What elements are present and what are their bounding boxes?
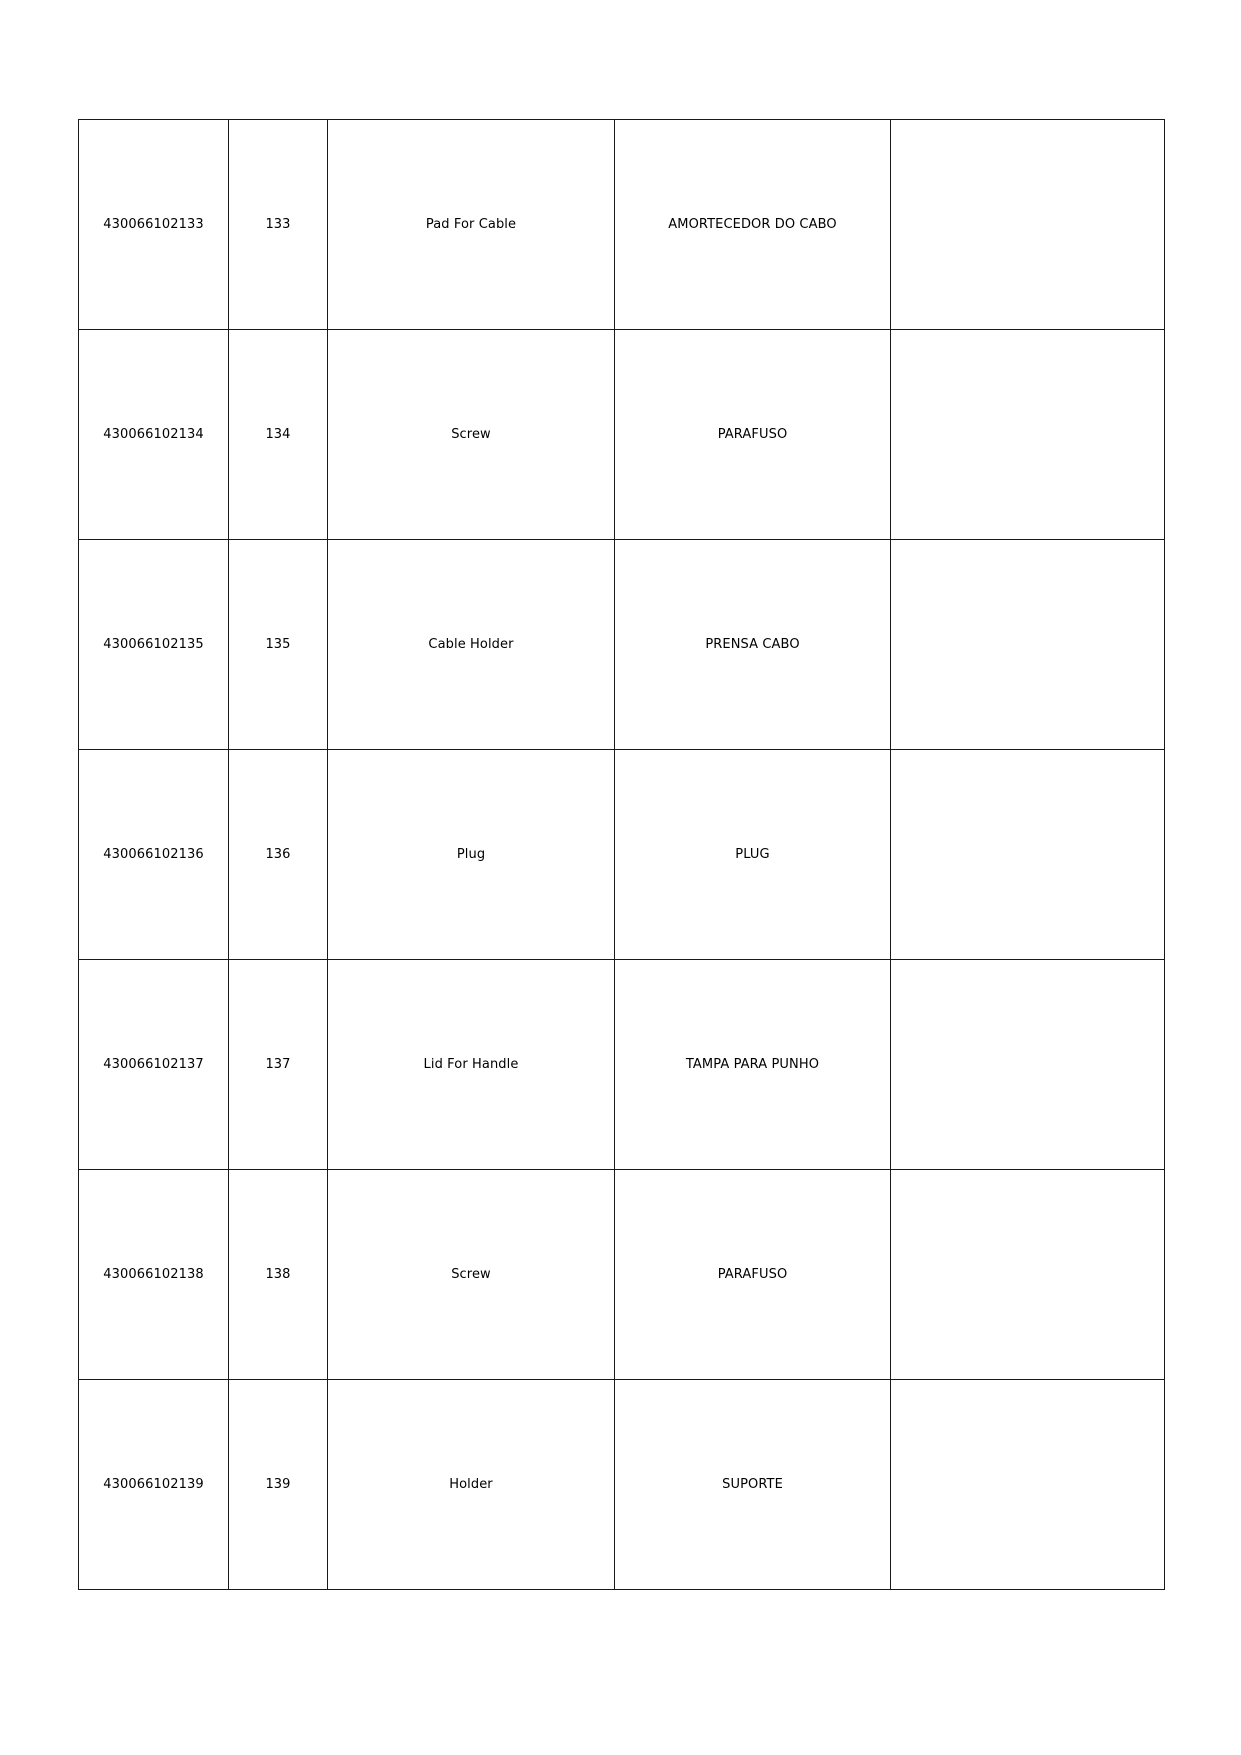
part-code-cell: 430066102135 — [79, 540, 229, 750]
parts-table-body — [79, 120, 1165, 1590]
description-en-cell: Screw — [328, 330, 615, 540]
notes-cell — [891, 120, 1165, 330]
notes-cell — [891, 750, 1165, 960]
notes-cell — [891, 540, 1165, 750]
table-row — [79, 960, 1165, 1170]
item-number-cell: 135 — [229, 540, 328, 750]
notes-cell — [891, 1170, 1165, 1380]
item-number-cell: 139 — [229, 1380, 328, 1590]
table-row — [79, 1380, 1165, 1590]
table-row — [79, 1170, 1165, 1380]
description-pt-cell: TAMPA PARA PUNHO — [615, 960, 891, 1170]
parts-table — [78, 119, 1165, 1590]
part-code-cell: 430066102138 — [79, 1170, 229, 1380]
description-en-cell: Plug — [328, 750, 615, 960]
description-pt-cell: PRENSA CABO — [615, 540, 891, 750]
notes-cell — [891, 1380, 1165, 1590]
description-en-cell: Lid For Handle — [328, 960, 615, 1170]
description-en-cell: Cable Holder — [328, 540, 615, 750]
notes-cell — [891, 960, 1165, 1170]
part-code-cell: 430066102139 — [79, 1380, 229, 1590]
description-en-cell: Pad For Cable — [328, 120, 615, 330]
table-row — [79, 750, 1165, 960]
item-number-cell: 134 — [229, 330, 328, 540]
description-pt-cell: AMORTECEDOR DO CABO — [615, 120, 891, 330]
item-number-cell: 138 — [229, 1170, 328, 1380]
description-pt-cell: PLUG — [615, 750, 891, 960]
description-pt-cell: PARAFUSO — [615, 1170, 891, 1380]
description-en-cell: Screw — [328, 1170, 615, 1380]
table-row — [79, 540, 1165, 750]
part-code-cell: 430066102136 — [79, 750, 229, 960]
description-pt-cell: PARAFUSO — [615, 330, 891, 540]
table-row — [79, 120, 1165, 330]
item-number-cell: 136 — [229, 750, 328, 960]
description-en-cell: Holder — [328, 1380, 615, 1590]
description-pt-cell: SUPORTE — [615, 1380, 891, 1590]
part-code-cell: 430066102137 — [79, 960, 229, 1170]
part-code-cell: 430066102133 — [79, 120, 229, 330]
notes-cell — [891, 330, 1165, 540]
table-row — [79, 330, 1165, 540]
part-code-cell: 430066102134 — [79, 330, 229, 540]
item-number-cell: 137 — [229, 960, 328, 1170]
item-number-cell: 133 — [229, 120, 328, 330]
